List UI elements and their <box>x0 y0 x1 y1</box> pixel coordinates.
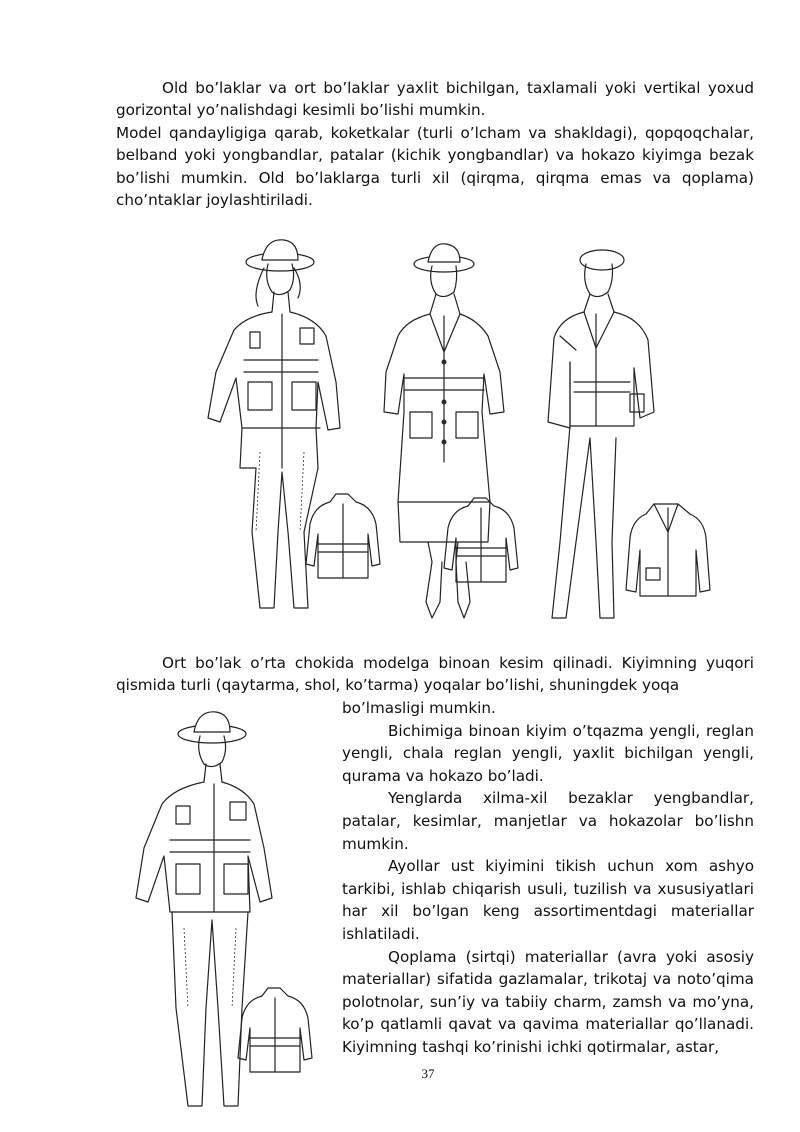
paragraph-3-continued: bo’lmasligi mumkin. <box>342 699 496 717</box>
paragraph-5: Yenglarda xilma-xil bezaklar yengbandlar, patalar, kesimlar, manjetlar va hokazolar bo’lishn mumkin. <box>342 789 754 853</box>
paragraph-6: Ayollar ust kiyimini tikish uchun xom ashyo tarkibi, ishlab chiqarish usuli, tuzilish va xususiyatlari har xil bo’lgan keng assortimentdagi materiallar ishlatiladi. <box>342 857 754 943</box>
front-view-blazer-small <box>626 504 710 596</box>
model-jacket-trousers-figure-large <box>136 712 272 1106</box>
paragraph-4: Bichimiga binoan kiyim o’tqazma yengli, reglan yengli, chala reglan yengli, yaxlit bichilgan yengli, qurama va hokazo bo’ladi. <box>342 721 754 785</box>
paragraph-1: Old bo’laklar va ort bo’laklar yaxlit bichilgan, taxlamali yoki vertikal yoxud gorizontal yo’nalishdagi kesimli bo’lishi mumkin. <box>116 79 754 120</box>
right-column-text <box>342 697 754 1059</box>
back-view-jacket-small <box>238 988 312 1072</box>
back-view-jacket-2 <box>444 498 518 582</box>
model-coat-skirt-figure <box>384 244 504 618</box>
fashion-illustration-three-models <box>190 232 730 632</box>
fashion-illustration-single-model <box>112 708 342 1128</box>
paragraph-7: Qoplama (sirtqi) materiallar (avra yoki asosiy materiallar) sifatida gazlamalar, trikotaj va noto’qima polotnolar, sun’iy va tabiiy charm, zamsh va mo’yna, ko’p qatlamli qavat va qavima materiallar qo’llanadi. Kiyimning tashqi ko’rinishi ichki qotirmalar, astar, <box>342 947 754 1056</box>
back-view-jacket-1 <box>306 494 380 578</box>
paragraph-3-text: Ort bo’lak o’rta chokida modelga binoan kesim qilinadi. Kiyimning yuqori qismida turli (qaytarma, shol, ko’tarma) yoqalar bo’lishi, shuningdek yoqa <box>116 654 754 695</box>
model-blazer-trousers-figure <box>548 250 654 618</box>
paragraph-2: Model qandayligiga qarab, koketkalar (turli o’lcham va shakldagi), qopqoqchalar, belband yoki yongbandlar, patalar (kichik yongbandlar) va hokazo kiyimga bezak bo’lishi mumkin. Old bo’laklarga turli xil (qirqma, qirqma emas va qoplama) cho’ntaklar joylashtiriladi. <box>116 123 754 210</box>
model-jacket-trousers-figure <box>208 240 340 608</box>
paragraph-3 <box>116 652 754 697</box>
intro-paragraph <box>116 77 754 211</box>
page-number: 37 <box>421 1066 435 1081</box>
